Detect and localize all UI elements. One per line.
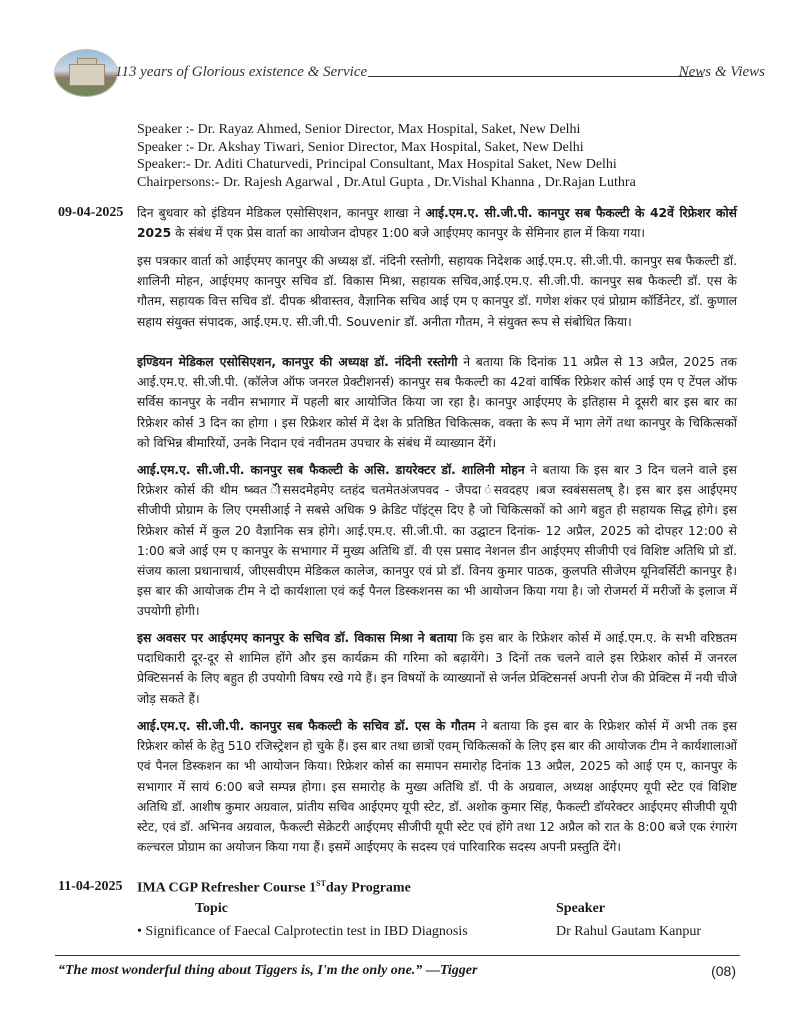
entry-date: 11-04-2025: [58, 879, 123, 894]
bold-highlight: आई.एम.ए. सी.जी.पी. कानपुर सब फैकल्टी के असि. डायरेक्टर डॉ. शालिनी मोहन: [137, 463, 525, 477]
paragraph-asst-director: आई.एम.ए. सी.जी.पी. कानपुर सब फैकल्टी के असि. डायरेक्टर डॉ. शालिनी मोहन ने बताया कि इस बार 3 दिन चलने वाले इस रिफ्रेशर कोर्स की थीम ष्ब्वत ॅीससदमेेहमेए व्तहंद चतमेतअंजपवद - जैपदा ंसवदहए ।बज स्वबंससलष् है। इस बार इस आईएमए सीजीपी प्रोग्राम के लिए एमसीआई ने सबसे अधिक 9 क्रेडिट पॉइंट्स दिए है जो चिकित्सकों को आगे बहुत ही सहायक सिद्ध होगे। इस रिफ्रेशर कोर्स में कुल 20 वैज्ञानिक सत्र होगे। आई.एम.ए. सी.जी.पी. का उद्घाटन दिनांक- 12 अप्रैल, 2025 को दोपहर 12:00 से 1:00 बजे आई एम ए कानपुर के सभागार में मुख्य अतिथि डॉ. वी एस प्रसाद नेशनल डीन आईएमए सीजीपी एवं विशिष्ट अतिथि प्रो डॉ. संजय काला प्रधानाचार्य, जीएसवीएम मेडिकल कालेज, कानपुर एवं प्रो डॉ. विनय कुमार पाठक, कुलपति सीजेएम यूनिवर्सिटी कानपुर है। इस बार की आयोजक टीम ने दो कार्यशाला एवं कई पैनल डिस्कशनस का भी आयोजन किया गया है। जो रोजमर्रा में मरीजों के इलाज में उपयोगी होगी।: [137, 463, 737, 619]
speaker-line: Speaker :- Dr. Akshay Tiwari, Senior Director, Max Hospital, Saket, New Delhi: [137, 139, 584, 155]
bold-highlight: इस अवसर पर आईएमए कानपुर के सचिव डॉ. विकास मिश्रा ने बताया: [137, 631, 458, 645]
speaker-line: Speaker:- Dr. Aditi Chaturvedi, Principal Consultant, Max Hospital Saket, New Delhi: [137, 157, 617, 172]
bold-highlight: इण्डियन मेडिकल एसोसिएशन, कानपुर की अध्यक्ष डॉ. नंदिनी रस्तोगी: [137, 355, 458, 369]
program-title: IMA CGP Refresher Course 1STday Programe: [137, 879, 411, 896]
building-logo: [55, 50, 117, 96]
header-tagline: 113 years of Glorious existence & Service: [115, 64, 368, 80]
speaker-line: Speaker :- Dr. Rayaz Ahmed, Senior Director, Max Hospital, Saket, New Delhi: [137, 122, 581, 137]
entry-date: 09-04-2025: [58, 205, 124, 220]
program-row-topic: • Significance of Faecal Calprotectin test in IBD Diagnosis: [137, 924, 468, 939]
paragraph-intro: दिन बुधवार को इंडियन मेडिकल एसोसिएशन, कानपुर शाखा ने आई.एम.ए. सी.जी.पी. कानपुर सब फैकल्टी के 42वें रिफ्रेशर कोर्स 2025 के संबंध में एक प्रेस वार्ता का आयोजन दोपहर 1:00 बजे आईएमए कानपुर के सेमिनार हाल में किया गया।: [137, 206, 737, 241]
page-number: (08): [711, 963, 736, 979]
paragraph-secretary: इस अवसर पर आईएमए कानपुर के सचिव डॉ. विकास मिश्रा ने बताया कि इस बार के रिफ्रेशर कोर्स में आई.एम.ए. के सभी वरिष्ठतम पदाधिकारी दूर-दूर से शामिल होंगे और इस कार्यक्रम की गरिमा को बढ़ायेंगे। 3 दिनों तक चलने वाले इस रिफ्रेशर कोर्स में जनरल प्रेक्टिसनर्स के लिए बहुत ही उपयोगी विषय रखे गये हैं। इन विषयों के व्याख्यानों से जर्नल प्रेक्टिसनर्स अपनी रोज की प्रेक्टिस में नयी चीजे जोड़ सकते हैं।: [137, 631, 737, 706]
page-header: [55, 50, 765, 100]
column-header-speaker: Speaker: [556, 901, 605, 916]
speaker-list: [137, 121, 636, 191]
bold-highlight: आई.एम.ए. सी.जी.पी. कानपुर सब फैकल्टी के सचिव डॉ. एस के गौतम: [137, 719, 476, 733]
header-rule: [368, 76, 703, 77]
bullet-icon: •: [137, 924, 142, 939]
paragraph-faculty-secretary: आई.एम.ए. सी.जी.पी. कानपुर सब फैकल्टी के सचिव डॉ. एस के गौतम ने बताया कि इस बार के रिफ्रेशर कोर्स में अभी तक इस रिफ्रेशर कोर्स के हेतु 510 रजिस्ट्रेशन हो चुके हैं। इस बार तथा छात्रों एवम् चिकित्सकों के लिए इस बार की आयोजक टीम ने कार्यशालाओं एवं पैनल डिस्कशन का भी आयोजन किया। रिफ्रेशर कोर्स का समापन समारोह दिनांक 13 अप्रैल, 2025 को आई एम ए, कानपुर के सभागार में सायं 6:00 बजे सम्पन्न होगा। इस समारोह के मुख्य अतिथि डॉ. पी के अग्रवाल, अध्यक्ष आईएमए यूपी स्टेट एवं विशिष्ट अतिथि डॉ. आशीष कुमार अग्रवाल, प्रांतीय सचिव आईएमए यूपी स्टेट, डॉ. अशोक कुमार सिंह, फैकल्टी डॉयरेक्टर आईएमए सीजीपी यूपी स्टेट, एवं डॉ. अभिनव अग्रवाल, फैकल्टी सेक्रेटरी आईएमए सीजीपी यूपी स्टेट एवं होंगे तथा 12 अप्रैल को रात के 8:00 बजे एक रंगारंग कल्चरल प्रोग्राम का अयोजन किया गया हैं। इसमें आईएमए के सदस्य एवं पारिवारिक सदस्य अपनी प्रस्तुति देंगे।: [137, 719, 737, 855]
footer-quote: “The most wonderful thing about Tiggers is, I'm the only one.” —Tigger: [58, 963, 478, 978]
program-row-speaker: Dr Rahul Gautam Kanpur: [556, 924, 702, 939]
paragraph-president: इण्डियन मेडिकल एसोसिएशन, कानपुर की अध्यक्ष डॉ. नंदिनी रस्तोगी ने बताया कि दिनांक 11 अप्रैल से 13 अप्रैल, 2025 तक आई.एम.ए. सी.जी.पी. (कॉलेज ऑफ जनरल प्रेक्टीशनर्स) कानपुर सब फैकल्टी का 42वां वार्षिक रिफ्रेशर कोर्स आई एम ए टेंपल ऑफ सर्विस कानपुर के नवीन सभागार में पहली बार आयोजित किया जा रहा है। कानपुर आईएमए के इतिहास मे दूसरी बार इस बार का रिफ्रेशर कोर्स 3 दिन का होगा । इस रिफ्रेशर कोर्स में देश के प्रतिष्ठित चिकित्सक, वक्ता के रूप में भाग लेगें तथा कानपुर के चिकित्सकों को विभिन्न बीमारियों, उनके निदान एवं नवीनतम उपचार के संबंध में व्याख्यान देंगें।: [137, 355, 737, 450]
bold-highlight: आई.एम.ए. सी.जी.पी. कानपुर सब फैकल्टी के 42वें रिफ्रेशर कोर्स 2025: [137, 206, 737, 241]
footer-rule: [55, 955, 740, 956]
paragraph-press: इस पत्रकार वार्ता को आईएमए कानपुर की अध्यक्ष डॉ. नंदिनी रस्तोगी, सहायक निदेशक आई.एम.ए. सी.जी.पी. कानपुर सब फैकल्टी डॉ. शालिनी मोहन, आईएमए कानपुर सचिव डॉ. विकास मिश्रा, सहायक सचिव,आई.एम.ए. सी.जी.पी. कानपुर सब फैकल्टी डॉ. एस के गौतम, सहायक वित्त सचिव डॉ. दीपक श्रीवास्तव, वैज्ञानिक सचिव आई एम ए कानपुर डॉ. गणेश शंकर एवं प्रोग्राम कॉर्डिनेटर, डॉ. कुणाल सहाय संयुक्त संपादक, आई.एम.ए. सी.जी.पी. Souvenir डॉ. अनीता गौतम, ने संयुक्त रूप से संबोधित किया।: [137, 254, 737, 329]
column-header-topic: Topic: [195, 901, 228, 916]
section-title: News & Views: [678, 64, 765, 80]
chairpersons-line: Chairpersons:- Dr. Rajesh Agarwal , Dr.Atul Gupta , Dr.Vishal Khanna , Dr.Rajan Luthra: [137, 174, 636, 190]
